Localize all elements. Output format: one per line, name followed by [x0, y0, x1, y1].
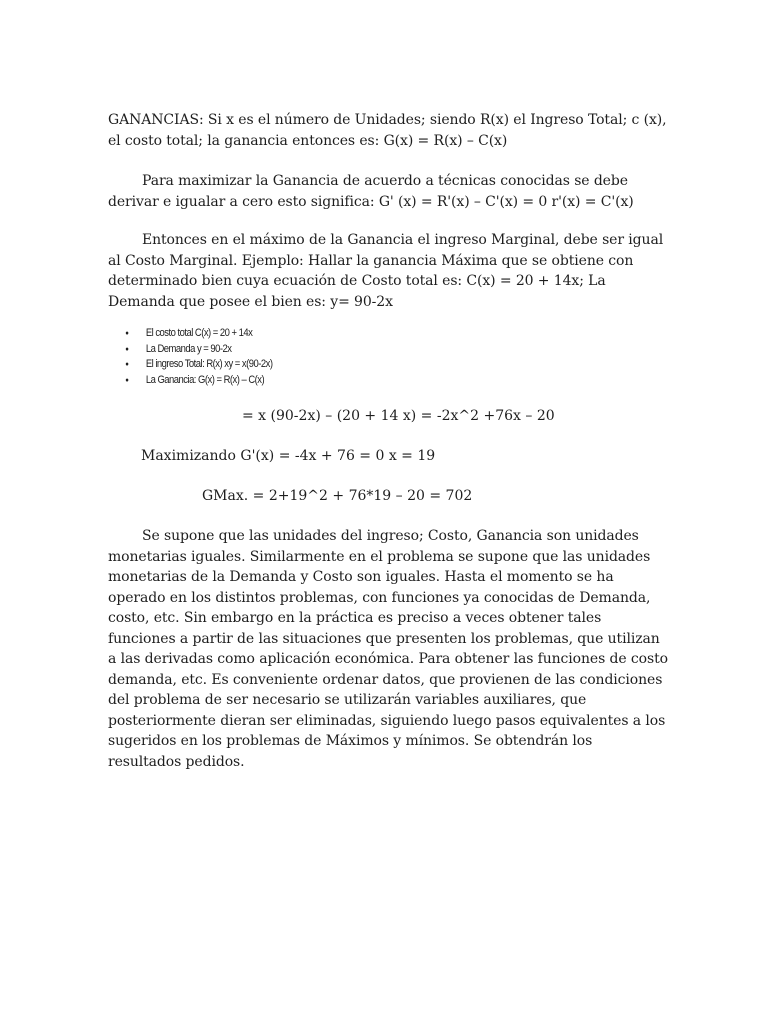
paragraph-unidades: Se supone que las unidades del ingreso; Costo, Ganancia son unidades monetarias iguales. Similarmente en el problema se supone que las unidades monetarias de la Demanda y Costo son iguales. Hasta el momento se ha operado en los distintos problemas, con funciones ya conocidas de Demanda, costo, etc. Sin embargo en la práctica es preciso a veces obtener tales funciones a partir de las situaciones que presenten los problemas, que utilizan a las derivadas como aplicación económica. Para obtener las funciones de costo demanda, etc. Es conveniente ordenar datos, que provienen de las condiciones del problema de ser necesario se utilizarán variables auxiliares, que posteriormente dieran ser eliminadas, siguiendo luego pasos equivalentes a los sugeridos en los problemas de Máximos y mínimos. Se obtendrán los resultados pedidos.	[108, 528, 668, 770]
equation-maximizando: Maximizando G'(x) = -4x + 76 = 0 x = 19	[141, 448, 436, 464]
paragraph-maximizar: Para maximizar la Ganancia de acuerdo a técnicas conocidas se debe derivar e igualar a cero esto significa: G' (x) = R'(x) – C'(x) = 0 r'(x) = C'(x)	[108, 173, 634, 210]
list-item: ● La Demanda y = 90-2x	[108, 342, 590, 358]
equation-gmax: GMax. = 2+19^2 + 76*19 – 20 = 702	[202, 488, 473, 504]
paragraph-ejemplo: Entonces en el máximo de la Ganancia el ingreso Marginal, debe ser igual al Costo Marginal. Ejemplo: Hallar la ganancia Máxima que se obtiene con determinado bien cuya ecuación de Costo total es: C(x) = 20 + 14x; La Demanda que posee el bien es: y= 90-2x	[108, 232, 664, 310]
equation-ganancia: = x (90-2x) – (20 + 14 x) = -2x^2 +76x – 20	[242, 408, 555, 424]
bullet-list	[108, 326, 668, 388]
list-item: ● El ingreso Total: R(x) xy = x(90-2x)	[108, 357, 590, 373]
paragraph-ganancias: GANANCIAS: Si x es el número de Unidades; siendo R(x) el Ingreso Total; c (x), el costo total; la ganancia entonces es: G(x) = R(x) – C(x)	[108, 112, 667, 149]
list-item: ● La Ganancia: G(x) = R(x) – C(x)	[108, 373, 590, 389]
list-item: ● El costo total C(x) = 20 + 14x	[108, 326, 590, 342]
document-page	[108, 110, 668, 772]
